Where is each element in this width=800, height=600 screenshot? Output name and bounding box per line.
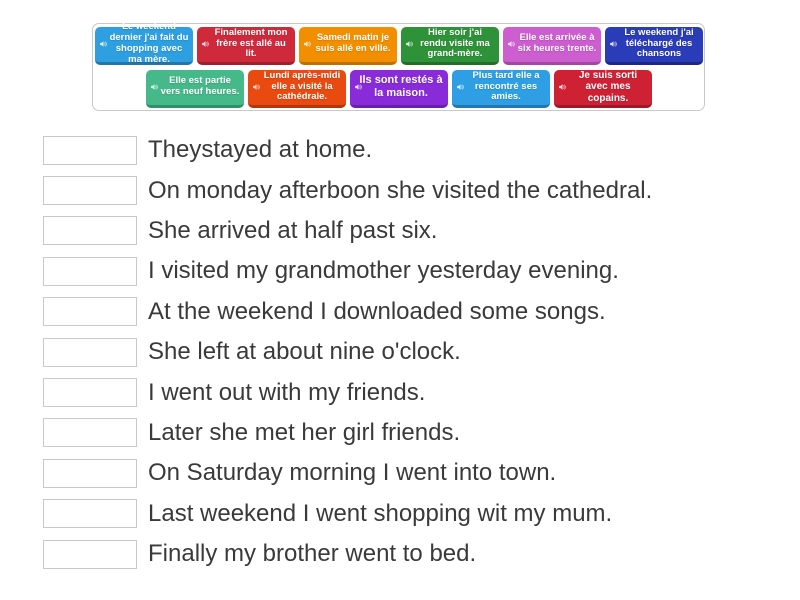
tile-label: Ils sont restés à la maison. xyxy=(359,74,443,99)
match-item xyxy=(43,251,783,291)
sentence-text: She arrived at half past six. xyxy=(148,216,438,244)
sentence-text: Finally my brother went to bed. xyxy=(148,540,477,568)
answer-drop-box[interactable] xyxy=(43,378,137,407)
tile-label: Le weekend dernier j'ai fait du shopping avec ma mère. xyxy=(109,21,189,65)
sentence-text: Later she met her girl friends. xyxy=(148,418,461,446)
audio-word-tile[interactable] xyxy=(95,21,193,65)
match-item xyxy=(43,494,783,534)
answer-drop-box[interactable] xyxy=(43,459,137,488)
answer-drop-box[interactable] xyxy=(43,499,137,528)
match-item xyxy=(43,372,783,412)
match-item xyxy=(43,292,783,332)
match-item xyxy=(43,453,783,493)
sentence-text: Last weekend I went shopping wit my mum. xyxy=(148,499,613,527)
sentence-text: At the weekend I downloaded some songs. xyxy=(148,297,606,325)
answer-drop-box[interactable] xyxy=(43,136,137,165)
sentence-text: Theystayed at home. xyxy=(148,136,373,164)
tile-label: Le weekend j'ai téléchargé des chansons xyxy=(624,26,694,60)
answer-drop-box[interactable] xyxy=(43,540,137,569)
tile-label: Hier soir j'ai rendu visite ma grand-mère. xyxy=(420,26,490,60)
answer-drop-box[interactable] xyxy=(43,257,137,286)
audio-word-tile[interactable] xyxy=(452,70,550,108)
tile-label: Elle est arrivée à six heures trente. xyxy=(517,32,597,54)
audio-word-tile[interactable] xyxy=(401,27,499,65)
match-item xyxy=(43,413,783,453)
sentence-text: I went out with my friends. xyxy=(148,378,426,406)
answer-drop-box[interactable] xyxy=(43,338,137,367)
tile-label: Samedi matin je suis allé en ville. xyxy=(315,32,391,54)
match-item xyxy=(43,534,783,574)
answer-drop-box[interactable] xyxy=(43,216,137,245)
tile-label: Elle est partie vers neuf heures. xyxy=(160,75,240,97)
tile-row-1 xyxy=(95,21,703,65)
match-item xyxy=(43,130,783,170)
audio-word-tile[interactable] xyxy=(605,27,703,65)
sentence-text: On monday afterboon she visited the cathedral. xyxy=(148,176,653,204)
match-item xyxy=(43,170,783,210)
tile-label: Je suis sorti avec mes copains. xyxy=(578,69,638,104)
audio-word-tile[interactable] xyxy=(248,70,346,108)
audio-word-tile[interactable] xyxy=(503,27,601,65)
tile-label: Plus tard elle a rencontré ses amies. xyxy=(472,69,540,103)
tile-label: Finalement mon frère est allé au lit. xyxy=(214,26,288,60)
tile-label: Lundi après-midi elle a visité la cathédrale. xyxy=(263,69,341,103)
match-list xyxy=(43,130,783,574)
audio-word-tile[interactable] xyxy=(350,70,448,108)
audio-word-tile[interactable] xyxy=(299,27,397,65)
sentence-text: On Saturday morning I went into town. xyxy=(148,459,557,487)
match-item xyxy=(43,211,783,251)
sentence-text: I visited my grandmother yesterday evening. xyxy=(148,257,619,285)
word-bank-panel xyxy=(92,23,705,111)
audio-word-tile[interactable] xyxy=(197,27,295,65)
answer-drop-box[interactable] xyxy=(43,176,137,205)
match-item xyxy=(43,332,783,372)
audio-word-tile[interactable] xyxy=(554,70,652,108)
answer-drop-box[interactable] xyxy=(43,297,137,326)
audio-word-tile[interactable] xyxy=(146,70,244,108)
sentence-text: She left at about nine o'clock. xyxy=(148,338,461,366)
tile-row-2 xyxy=(146,70,652,108)
answer-drop-box[interactable] xyxy=(43,418,137,447)
